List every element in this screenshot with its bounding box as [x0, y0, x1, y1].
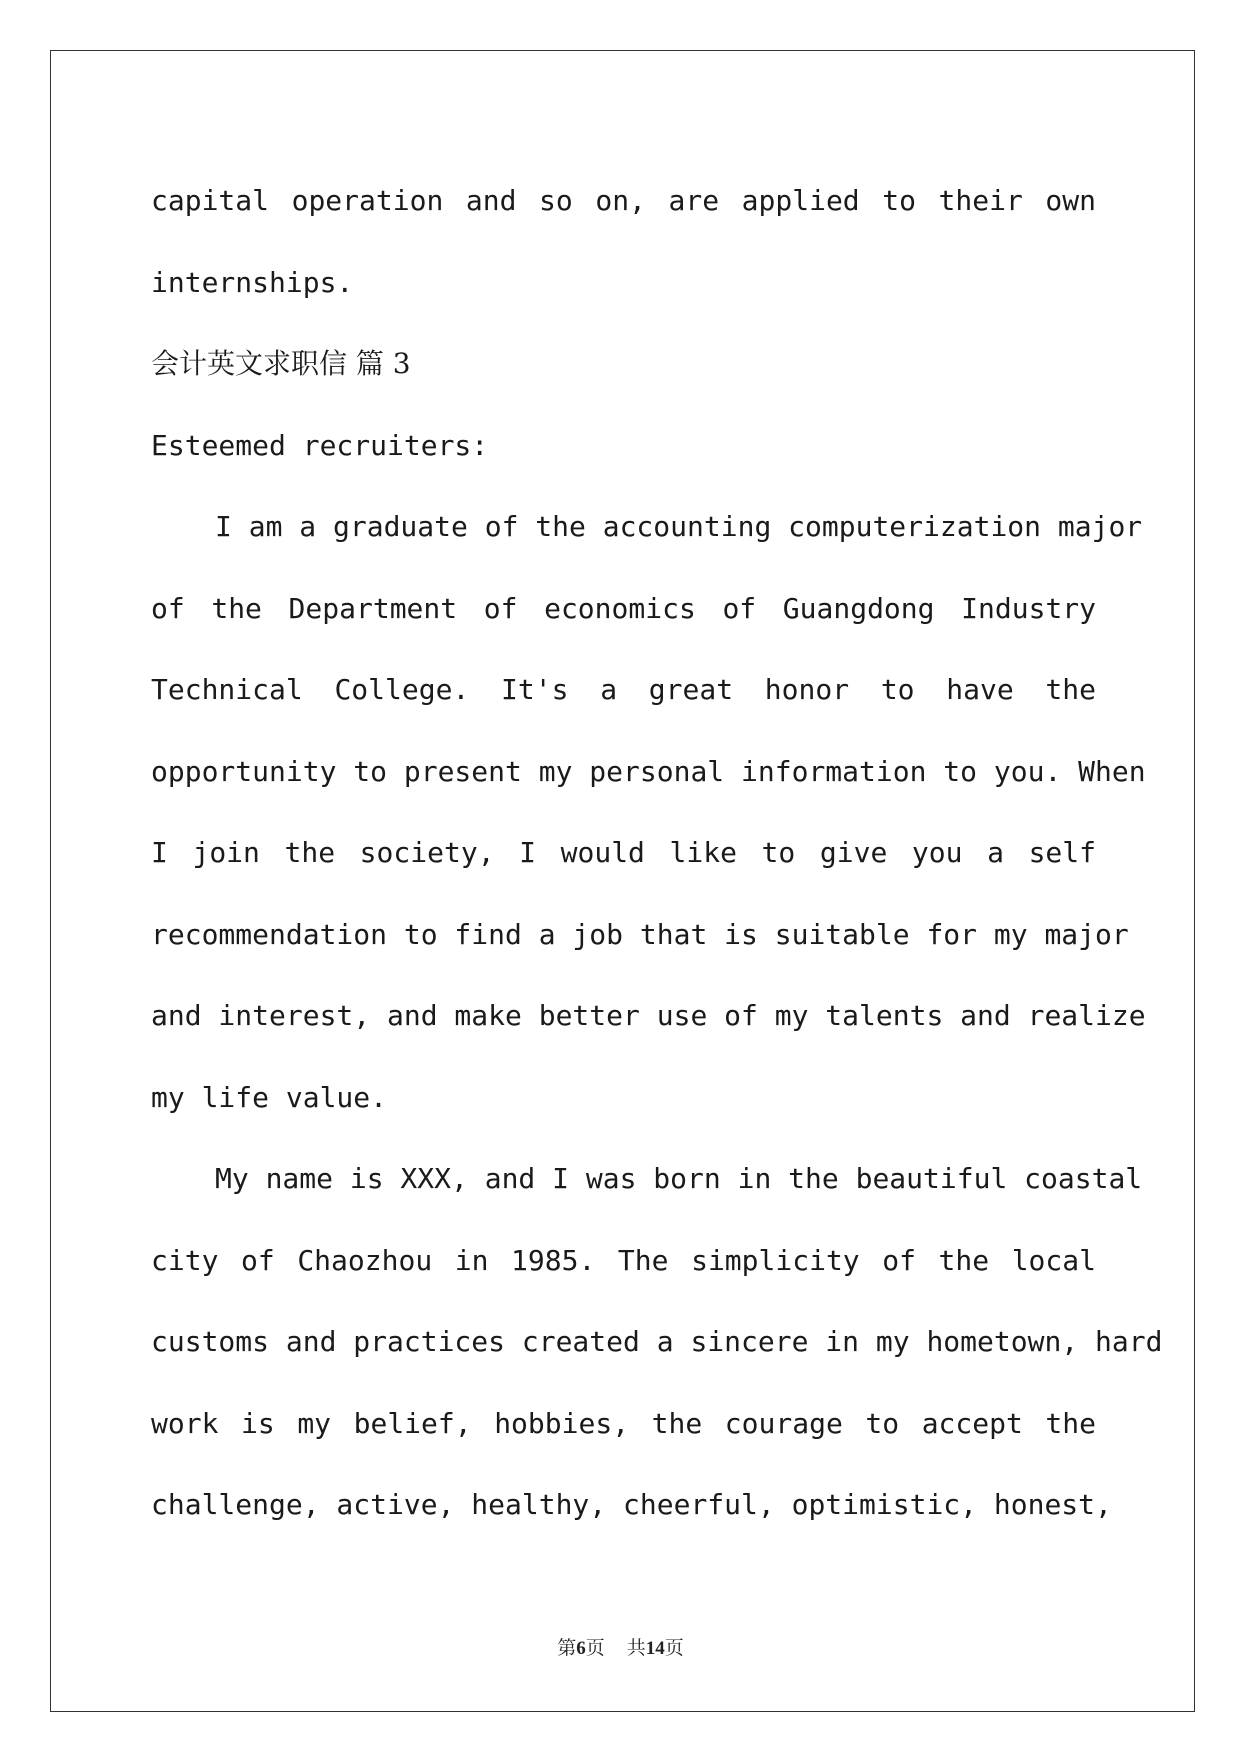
total-prefix: 共 [626, 1637, 646, 1659]
section-heading: 会计英文求职信 篇 3 [151, 347, 411, 380]
text-line: capital operation and so on, are applied to their own [151, 184, 1096, 217]
text-line: my life value. [151, 1080, 388, 1114]
document-body [151, 160, 1163, 1546]
text-line: opportunity to present my personal information to you. When [151, 754, 1146, 788]
text-line: of the Department of economics of Guangdong Industry [151, 591, 1096, 625]
text-line: I join the society, I would like to give you a self [151, 836, 1096, 869]
text-line: My name is XXX, and I was born in the beautiful coastal [215, 1162, 1143, 1195]
page-footer [0, 1633, 1241, 1660]
text-line: work is my belief, hobbies, the courage to accept the [151, 1406, 1096, 1440]
text-line: challenge, active, healthy, cheerful, optimistic, honest, [151, 1488, 1112, 1521]
page-number: 6 [576, 1638, 586, 1659]
text-line: internships. [151, 265, 354, 299]
total-pages: 14 [645, 1638, 665, 1659]
page-prefix: 第 [557, 1637, 577, 1659]
page-suffix: 页 [585, 1637, 605, 1659]
text-line: customs and practices created a sincere in my hometown, hard [151, 1325, 1163, 1358]
total-suffix: 页 [664, 1637, 684, 1659]
text-line: and interest, and make better use of my talents and realize [151, 999, 1146, 1032]
text-line: city of Chaozhou in 1985. The simplicity of the local [151, 1243, 1096, 1277]
text-line: Technical College. It's a great honor to have the [151, 673, 1096, 706]
text-line: I am a graduate of the accounting computerization major [215, 510, 1143, 543]
salutation: Esteemed recruiters: [151, 428, 489, 462]
text-line: recommendation to find a job that is suitable for my major [151, 917, 1129, 951]
